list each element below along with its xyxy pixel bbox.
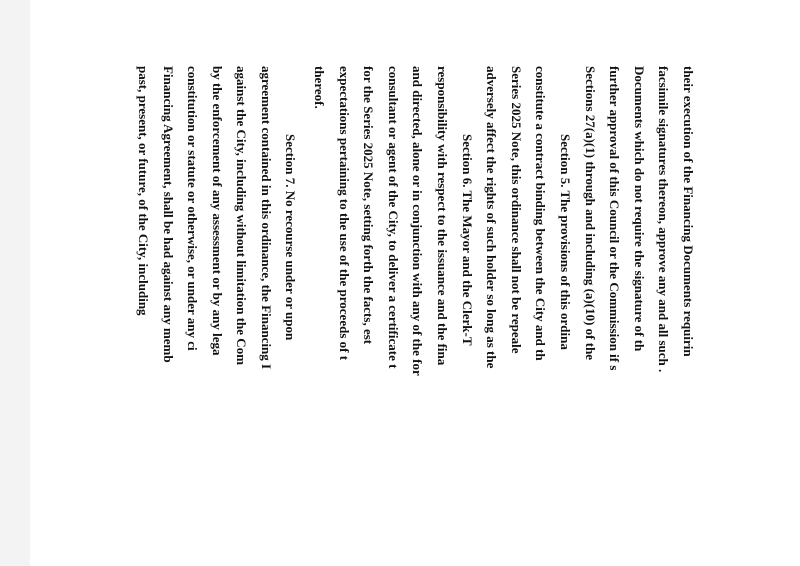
text-line: constitution or statute or otherwise, or under any ci xyxy=(185,66,201,351)
section-7-heading: Section 7. No recourse under or upon xyxy=(283,134,299,341)
text-line: responsibility with respect to the issuance and the fina xyxy=(435,66,451,366)
section-5-heading: Section 5. The provisions of this ordina xyxy=(558,134,574,350)
text-line: and directed, alone or in conjunction with any of the for xyxy=(410,66,426,376)
text-line: their execution of the Financing Documents requirin xyxy=(681,66,696,357)
text-line: further approval of this Council or the Commission if s xyxy=(607,66,623,371)
section-6-heading: Section 6. The Mayor and the Clerk-T xyxy=(459,134,475,346)
text-line: agreement contained in this ordinance, the Financing I xyxy=(258,66,274,370)
text-line: adversely affect the rights of such holder so long as the xyxy=(484,66,500,369)
text-line: for the Series 2025 Note, setting forth the facts, est xyxy=(361,66,377,345)
text-line: past, present, or future, of the City, including xyxy=(135,66,151,316)
text-line: by the enforcement of any assessment or by any lega xyxy=(209,66,225,356)
scan-edge xyxy=(0,0,30,566)
text-line: expectations pertaining to the use of the proceeds of t xyxy=(336,66,352,361)
text-line: Series 2025 Note, this ordinance shall not be repeale xyxy=(508,66,524,354)
text-line: consultant or agent of the City, to deliver a certificate t xyxy=(385,66,401,369)
text-line: Documents which do not require the signature of th xyxy=(631,66,647,352)
rotated-text-block xyxy=(130,66,700,566)
text-line: thereof. xyxy=(312,66,328,109)
text-line: Financing Agreement, shall be had against any memb xyxy=(160,66,176,363)
text-line: constitute a contract binding between the City and th xyxy=(533,66,549,361)
text-line: Sections 27(a)(1) through and including (a)(10) of the xyxy=(582,66,598,361)
text-line: facsimile signatures thereon, approve any and all such . xyxy=(656,66,672,373)
text-line: against the City, including without limitation the Com xyxy=(234,66,250,366)
